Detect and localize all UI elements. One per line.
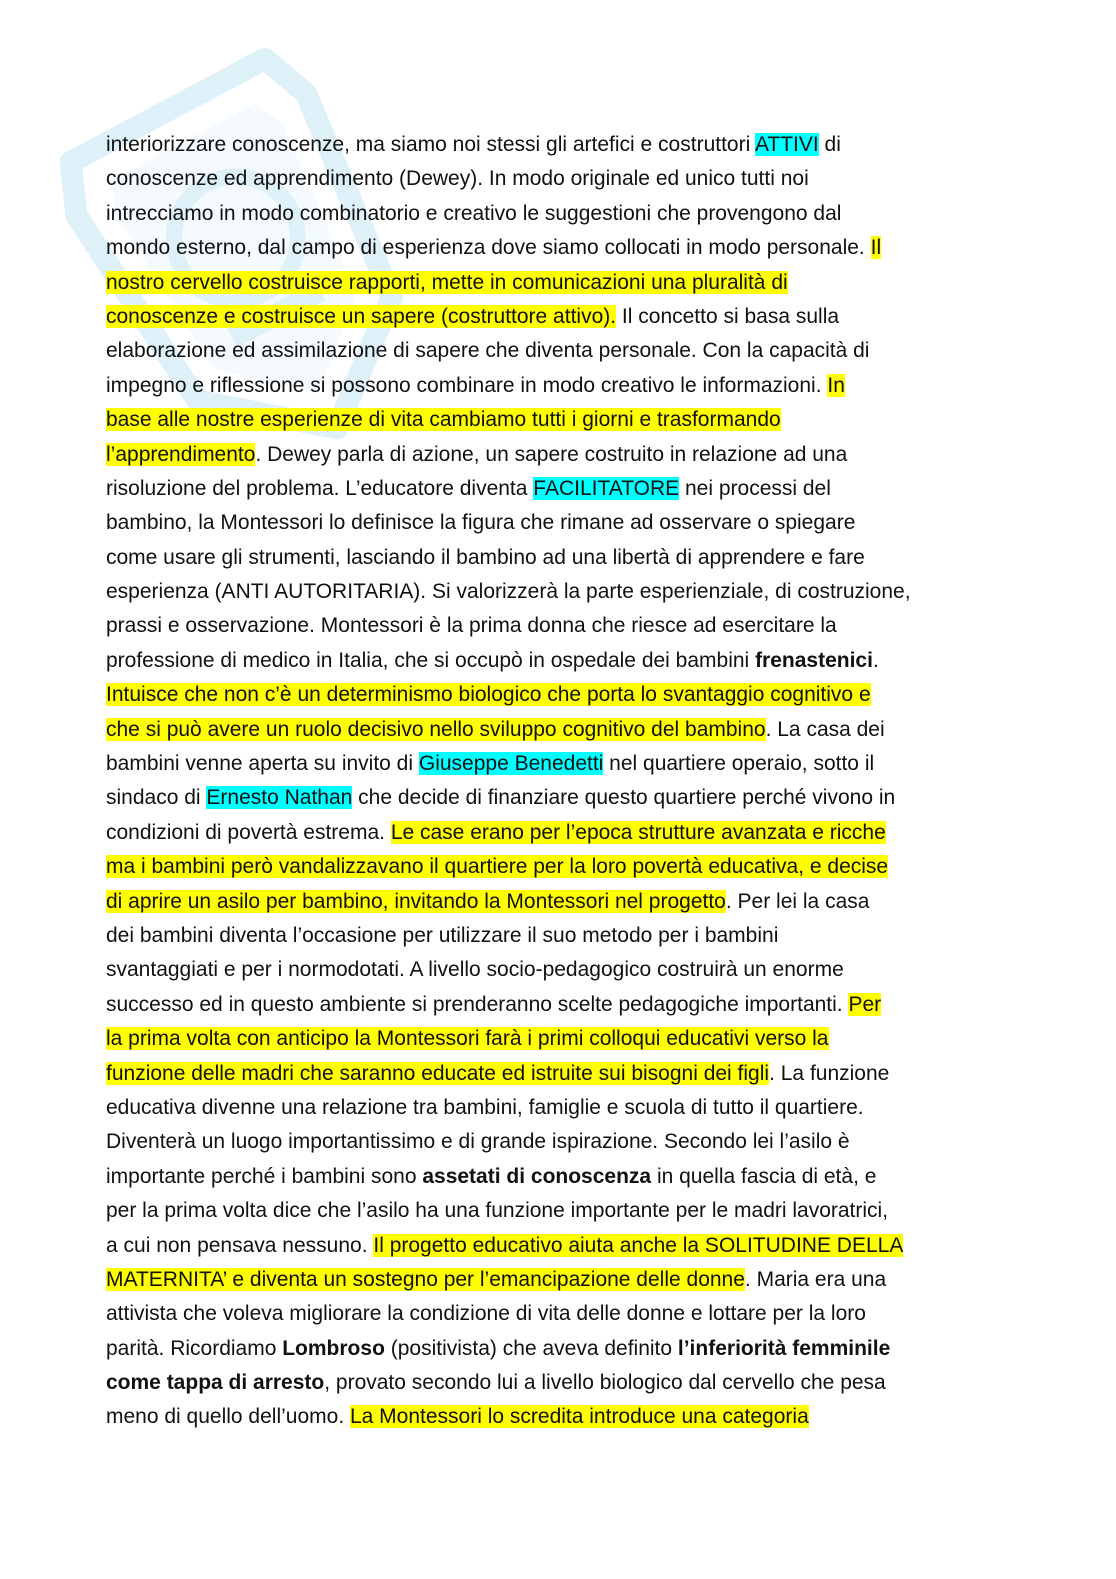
highlighted-text: di aprire un asilo per bambino, invitando la Montessori nel progetto bbox=[106, 889, 726, 913]
text-segment: per la prima volta dice che l’asilo ha una funzione importante per le madri lavoratrici, bbox=[106, 1199, 889, 1223]
text-segment: nei processi del bbox=[679, 476, 831, 500]
text-segment: esperienza (ANTI AUTORITARIA). Si valorizzerà la parte esperienziale, di costruzione, bbox=[106, 580, 911, 604]
highlighted-text: la prima volta con anticipo la Montessori farà i primi colloqui educativi verso la bbox=[106, 1027, 829, 1051]
text-segment: Diventerà un luogo importantissimo e di grande ispirazione. Secondo lei l’asilo è bbox=[106, 1130, 850, 1154]
text-line bbox=[106, 850, 1006, 884]
text-line bbox=[106, 1400, 1006, 1434]
text-segment: bambini venne aperta su invito di bbox=[106, 752, 419, 776]
text-segment: mondo esterno, dal campo di esperienza dove siamo collocati in modo personale. bbox=[106, 236, 871, 260]
text-segment: . Maria era una bbox=[744, 1267, 887, 1291]
text-line bbox=[106, 609, 1006, 643]
text-segment: . La funzione bbox=[769, 1061, 890, 1085]
text-segment: parità. Ricordiamo bbox=[106, 1336, 283, 1360]
text-segment: . bbox=[872, 648, 879, 672]
text-segment: conoscenze ed apprendimento (Dewey). In modo originale ed unico tutti noi bbox=[106, 167, 809, 191]
text-line bbox=[106, 678, 1006, 712]
text-segment: dei bambini diventa l’occasione per utilizzare il suo metodo per i bambini bbox=[106, 923, 779, 947]
text-segment: bambino, la Montessori lo definisce la figura che rimane ad osservare o spiegare bbox=[106, 511, 856, 535]
text-segment: che decide di finanziare questo quartiere perché vivono in bbox=[352, 786, 896, 810]
text-line bbox=[106, 1125, 1006, 1159]
text-line bbox=[106, 1332, 1006, 1366]
bold-text: l’inferiorità femminile bbox=[677, 1336, 891, 1360]
text-line bbox=[106, 403, 1006, 437]
document-body bbox=[106, 128, 1006, 1435]
text-segment: . Dewey parla di azione, un sapere costruito in relazione ad una bbox=[255, 442, 848, 466]
text-segment: professione di medico in Italia, che si occupò in ospedale dei bambini bbox=[106, 648, 756, 672]
text-line bbox=[106, 885, 1006, 919]
bold-text: frenastenici bbox=[755, 648, 873, 672]
text-line bbox=[106, 1194, 1006, 1228]
bold-text: Lombroso bbox=[282, 1336, 385, 1360]
key-term-highlight: Giuseppe Benedetti bbox=[418, 752, 604, 776]
text-line bbox=[106, 919, 1006, 953]
text-line bbox=[106, 334, 1006, 368]
highlighted-text: nostro cervello costruisce rapporti, mette in comunicazioni una pluralità di bbox=[106, 270, 788, 294]
text-segment: in quella fascia di età, e bbox=[651, 1164, 877, 1188]
text-segment: svantaggiati e per i normodotati. A livello socio-pedagogico costruirà un enorme bbox=[106, 958, 844, 982]
text-line bbox=[106, 541, 1006, 575]
text-segment: (positivista) che aveva definito bbox=[384, 1336, 678, 1360]
highlighted-text: funzione delle madri che saranno educate ed istruite sui bisogni dei figli bbox=[106, 1061, 770, 1085]
text-segment: . La casa dei bbox=[765, 717, 885, 741]
text-line bbox=[106, 816, 1006, 850]
highlighted-text: La Montessori lo scredita introduce una categoria bbox=[349, 1405, 809, 1429]
text-segment: . Per lei la casa bbox=[725, 889, 870, 913]
text-segment: elaborazione ed assimilazione di sapere che diventa personale. Con la capacità di bbox=[106, 339, 870, 363]
text-segment: attivista che voleva migliorare la condizione di vita delle donne e lottare per la loro bbox=[106, 1302, 866, 1326]
highlighted-text: base alle nostre esperienze di vita cambiamo tutti i giorni e trasformando bbox=[106, 408, 781, 432]
text-line bbox=[106, 953, 1006, 987]
highlighted-text: In bbox=[827, 373, 845, 397]
text-line bbox=[106, 713, 1006, 747]
text-line bbox=[106, 1160, 1006, 1194]
text-segment: educativa divenne una relazione tra bambini, famiglie e scuola di tutto il quartiere. bbox=[106, 1095, 864, 1119]
text-segment: di bbox=[818, 133, 841, 156]
highlighted-text: Le case erano per l’epoca strutture avanzata e ricche bbox=[390, 820, 886, 844]
text-line bbox=[106, 644, 1006, 678]
key-term-highlight: ATTIVI bbox=[754, 133, 819, 156]
text-segment: successo ed in questo ambiente si prenderanno scelte pedagogiche importanti. bbox=[106, 992, 849, 1016]
text-line bbox=[106, 300, 1006, 334]
highlighted-text: l’apprendimento bbox=[106, 442, 256, 466]
text-segment: nel quartiere operaio, sotto il bbox=[603, 752, 875, 776]
text-segment: Il concetto si basa sulla bbox=[616, 304, 840, 328]
text-segment: importante perché i bambini sono bbox=[106, 1164, 423, 1188]
highlighted-text: MATERNITA’ e diventa un sostegno per l’emancipazione delle donne bbox=[106, 1267, 745, 1291]
text-segment: intrecciamo in modo combinatorio e creativo le suggestioni che provengono dal bbox=[106, 201, 842, 225]
highlighted-text: Il progetto educativo aiuta anche la SOLITUDINE DELLA bbox=[373, 1233, 904, 1257]
text-segment: , provato secondo lui a livello biologico dal cervello che pesa bbox=[324, 1371, 886, 1395]
text-line bbox=[106, 197, 1006, 231]
text-line bbox=[106, 781, 1006, 815]
text-line bbox=[106, 1057, 1006, 1091]
highlighted-text: che si può avere un ruolo decisivo nello sviluppo cognitivo del bambino bbox=[106, 717, 766, 741]
text-line bbox=[106, 438, 1006, 472]
key-term-highlight: FACILITATORE bbox=[533, 476, 680, 500]
text-line bbox=[106, 162, 1006, 196]
text-segment: come usare gli strumenti, lasciando il bambino ad una libertà di apprendere e fare bbox=[106, 545, 865, 569]
highlighted-text: Il bbox=[870, 236, 882, 260]
text-line bbox=[106, 1297, 1006, 1331]
text-line bbox=[106, 1022, 1006, 1056]
highlighted-text: Per bbox=[848, 992, 882, 1016]
text-line bbox=[106, 1091, 1006, 1125]
text-line bbox=[106, 266, 1006, 300]
text-line bbox=[106, 747, 1006, 781]
text-line bbox=[106, 1366, 1006, 1400]
text-line bbox=[106, 575, 1006, 609]
text-segment: a cui non pensava nessuno. bbox=[106, 1233, 374, 1257]
text-segment: meno di quello dell’uomo. bbox=[106, 1405, 350, 1429]
text-line bbox=[106, 369, 1006, 403]
text-line bbox=[106, 988, 1006, 1022]
bold-text: come tappa di arresto bbox=[106, 1371, 325, 1395]
text-line bbox=[106, 1229, 1006, 1263]
highlighted-text: Intuisce che non c’è un determinismo biologico che porta lo svantaggio cognitivo e bbox=[106, 683, 871, 707]
text-line bbox=[106, 231, 1006, 265]
text-segment: interiorizzare conoscenze, ma siamo noi stessi gli artefici e costruttori bbox=[106, 133, 755, 156]
text-segment: impegno e riflessione si possono combinare in modo creativo le informazioni. bbox=[106, 373, 828, 397]
text-segment: condizioni di povertà estrema. bbox=[106, 820, 391, 844]
key-term-highlight: Ernesto Nathan bbox=[206, 786, 353, 810]
text-line bbox=[106, 1263, 1006, 1297]
text-segment: risoluzione del problema. L’educatore diventa bbox=[106, 476, 534, 500]
highlighted-text: ma i bambini però vandalizzavano il quartiere per la loro povertà educativa, e decise bbox=[106, 855, 889, 879]
text-segment: prassi e osservazione. Montessori è la prima donna che riesce ad esercitare la bbox=[106, 614, 837, 638]
text-segment: sindaco di bbox=[106, 786, 207, 810]
text-line bbox=[106, 472, 1006, 506]
text-line bbox=[106, 506, 1006, 540]
text-line bbox=[106, 128, 1006, 162]
highlighted-text: conoscenze e costruisce un sapere (costruttore attivo). bbox=[106, 304, 617, 328]
bold-text: assetati di conoscenza bbox=[422, 1164, 652, 1188]
